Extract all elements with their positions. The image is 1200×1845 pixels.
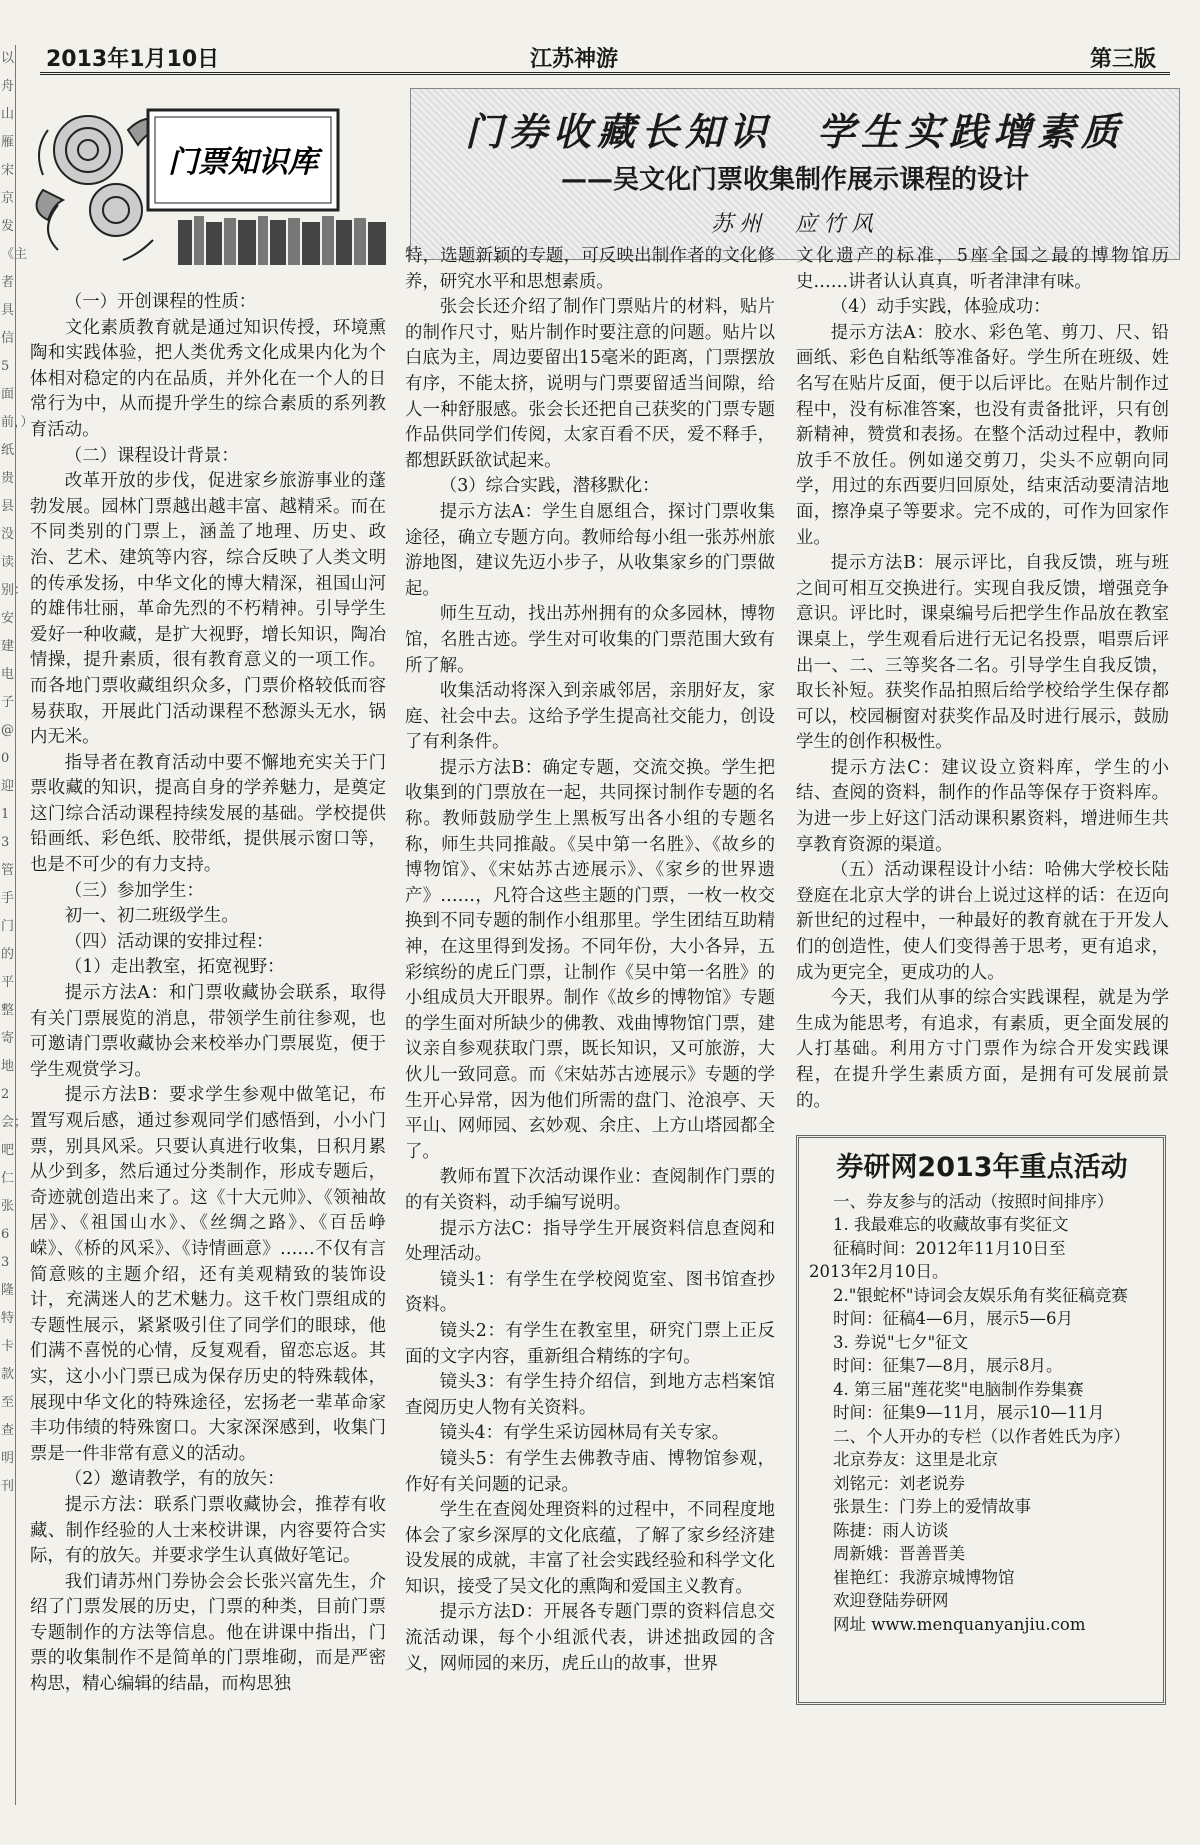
paragraph: 提示方法C：指导学生开展资料信息查阅和处理活动。 [405,1218,775,1265]
paragraph: （四）活动课的安排过程： [64,931,274,952]
issue-date: 2013年1月10日 [46,47,220,72]
events-line: 征稿时间：2012年11月10日至 [833,1238,1066,1258]
paragraph: 提示方法D：开展各专题门票的资料信息交流活动课，每个小组派代表，讲述拙政园的含义，网师园的来历，虎丘山的故事，世界 [405,1602,775,1674]
paragraph: 张会长还介绍了制作门票贴片的材料，贴片的制作尺寸，贴片制作时要注意的问题。贴片以白底为主，周边要留出15毫米的距离，门票摆放有序，不能太挤，说明与门票要留适当间隙，给人一种舒服感。张会长还把自己获奖的门票专题作品供同学们传阅，太家百看不厌，爱不释手，都想跃跃欲试起来。 [405,297,775,471]
column-logo-label: 门票知识库 [168,145,318,180]
paragraph: 初一、初二班级学生。 [64,906,239,927]
paragraph: 教师布置下次活动课作业：查阅制作门票的的有关资料，动手编写说明。 [405,1167,775,1213]
events-line: 周新娥：晋善晋美 [833,1544,965,1563]
left-edge-strip: 以舟山雁宋京发《主者具信5面前，）纸贵县没读别：安建电子@0迎13管手门的平整寄地2会；吧仁张63隆特卡款至查明刊 [0,45,16,1805]
paragraph: （五）活动课程设计小结：哈佛大学校长陆登庭在北京大学的讲台上说过这样的话：在迈向新世纪的过程中，一种最好的教育就在于开发人们的创造性，使人们变得善于思考，更有追求，成为更完全，更成功的人。 [796,860,1169,983]
events-line: 3. 券说"七夕"征文 [833,1332,969,1352]
events-line: 一、券友参与的活动（按照时间排序） [833,1191,1114,1211]
article-author: 苏州 应竹风 [710,212,879,237]
paragraph: 镜头3：有学生持介绍信，到地方志档案馆查阅历史人物有关资料。 [405,1372,775,1418]
article-title-banner [410,88,1180,260]
paragraph: 镜头5：有学生去佛教寺庙、博物馆参观，作好有关问题的记录。 [405,1448,775,1495]
paragraph: （1）走出教室，拓宽视野： [64,957,285,978]
paragraph: 改革开放的步伐，促进家乡旅游事业的蓬勃发展。园林门票越出越丰富、越精采。而在不同类别的门票上，涵盖了地理、历史、政治、艺术、建筑等内容，综合反映了人类文明的传承发扬，中华文化的博大精深，祖国山河的雄伟壮丽，革命先烈的不朽精神。引导学生爱好一种收藏，是扩大视野，增长知识，陶冶情操，提升素质，很有教育意义的一项工作。而各地门票收藏组织众多，门票价格较低而容易获取，开展此门活动课程不愁源头无水，锅内无米。 [30,471,386,748]
column-logo [28,90,400,265]
paragraph: 指导者在教育活动中要不懈地充实关于门票收藏的知识，提高自身的学养魅力，是奠定这门综合活动课程持续发展的基础。学校提供铅画纸、彩色纸、胶带纸，提供展示窗口等，也是不可少的有力支持。 [30,752,386,876]
books-illustration [178,216,386,265]
paragraph: 我们请苏州门券协会会长张兴富先生，介绍了门票发展的历史，门票的种类，目前门票专题制作的方法等信息。他在讲课中指出，门票的收集制作不是简单的门票堆砌，而是严密构思，精心编辑的结晶，而构思独 [30,1571,386,1695]
events-line: 欢迎登陆券研网 [833,1591,949,1610]
events-line: 张景生：门券上的爱情故事 [833,1497,1031,1516]
paragraph: 提示方法B：要求学生参观中做笔记，布置写观后感，通过参观同学们感悟到，小小门票，别具风采。只要认真进行收集，日积月累从少到多，然后通过分类制作，形成专题后，奇迹就创造出来了。这《十大元帅》、《领袖故居》、《祖国山水》、《丝绸之路》、《百岳峥嵘》、《桥的风采》、《诗情画意》……不仅有言简意赅的主题介绍，还有美观精致的装饰设计，充满迷人的艺术魅力。这千枚门票组成的专题性展示，紧紧吸引住了同学们的眼球，他们满不喜悦的心情，反复观看，留恋忘返。其实，这小小门票已成为保存历史的特殊载体，展现中华文化的特殊途径，宏扬老一辈革命家丰功伟绩的特殊窗口。大家深深感到，收集门票是一件非常有意义的活动。 [30,1085,386,1464]
paragraph: 文化遗产的标准，5座全国之最的博物馆历史……讲者认认真真，听者津津有味。 [796,246,1169,292]
events-line: 2."银蛇杯"诗词会友娱乐角有奖征稿竞赛 [833,1285,1128,1305]
paragraph: 提示方法A：胶水、彩色笔、剪刀、尺、铅画纸、彩色自粘纸等准备好。学生所在班级、姓名写在贴片反面，便于以后评比。在贴片制作过程中，没有标准答案，也没有责备批评，只有创新精神，赞赏和表扬。在整个活动过程中，教师放手不放任。例如递交剪刀，尖头不应朝向同学，用过的东西要归回原处，结束活动要清洁地面，擦净桌子等要求。完不成的，可作为回家作业。 [796,322,1169,548]
article-title: 门券收藏长知识 学生实践增素质 [464,109,1125,154]
paragraph: 镜头2：有学生在教室里，研究门票上正反面的文字内容，重新组合精练的字句。 [405,1320,775,1367]
article-subtitle: ——吴文化门票收集制作展示课程的设计 [560,165,1029,195]
paragraph: 提示方法C：建议设立资料库，学生的小结、查阅的资料，制作的作品等保存于资料库。为进一步上好这门活动课积累资料，增进师生共享教育资源的渠道。 [796,757,1169,855]
paragraph: （3）综合实践，潜移默化： [439,476,660,497]
page-header [40,40,1170,75]
events-line: 1. 我最难忘的收藏故事有奖征文 [833,1215,1069,1234]
paragraph: 提示方法A：学生自愿组合，探讨门票收集途径，确立专题方向。教师给每小组一张苏州旅游地图，建议先迈小步子，从收集家乡的门票做起。 [405,501,775,599]
website-url: 网址 www.menquanyanjiu.com [833,1614,1086,1634]
paragraph: 文化素质教育就是通过知识传授，环境熏陶和实践体验，把人类优秀文化成果内化为个体相对稳定的内在品质，并外化在一个人的日常行为中，从而提升学生的综合素质的系列教育活动。 [30,317,386,440]
events-line: 时间：征集9—11月，展示10—11月 [833,1403,1105,1422]
paragraph: 学生在查阅处理资料的过程中，不同程度地体会了家乡深厚的文化底蕴，了解了家乡经济建设发展的成就，丰富了社会实践经验和科学文化知识，接受了吴文化的熏陶和爱国主义教育。 [405,1500,775,1597]
paragraph: （2）邀请教学，有的放矢： [64,1469,285,1490]
paragraph: （二）课程设计背景： [64,445,239,466]
events-line: 二、个人开办的专栏（以作者姓氏为序） [833,1426,1130,1446]
paragraph: 提示方法：联系门票收藏协会，推荐有收藏、制作经验的人士来校讲课，内容要符合实际，有的放矢。并要求学生认真做好笔记。 [30,1494,386,1567]
paragraph: 收集活动将深入到亲戚邻居，亲朋好友，家庭、社会中去。这给予学生提高社交能力，创设了有利条件。 [405,681,775,753]
paragraph: 提示方法B：展示评比，自我反馈，班与班之间可相互交换进行。实现自我反馈，增强竞争意识。评比时，课桌编号后把学生作品放在教室课桌上，学生观看后进行无记名投票，唱票后评出一、二、三等奖各二名。引导学生自我反馈，取长补短。获奖作品拍照后给学校给学生保存都可以，校园橱窗对获奖作品及时进行展示，鼓励学生的创作积极性。 [796,553,1169,753]
article-column-1 [30,290,386,1698]
paragraph: 提示方法B：确定专题，交流交换。学生把收集到的门票放在一起，共同探讨制作专题的名称。教师鼓励学生上黑板写出各小组的专题名称，师生共同推敲。《吴中第一名胜》、《故乡的博物馆》、《宋姑苏古迹展示》、《家乡的世界遗产》……，凡符合这些主题的门票，一枚一枚交换到不同专题的制作小组那里。学生团结互助精神，在这里得到发扬。不同年份，大小各异，五彩缤纷的虎丘门票，让制作《吴中第一名胜》的小组成员大开眼界。制作《故乡的博物馆》专题的学生面对所缺少的佛教、戏曲博物馆门票，建议亲自参观获取门票，既长知识，又可旅游，大伙儿一致同意。而《宋姑苏古迹展示》专题的学生开心异常，因为他们所需的盘门、沧浪亭、天平山、网师园、玄妙观、余庄、上方山塔园都全了。 [405,757,775,1162]
events-notice-box [796,1135,1166,1705]
events-title: 券研网2013年重点活动 [836,1152,1128,1183]
events-line: 时间：征集7—8月，展示8月。 [833,1356,1063,1375]
events-line: 陈捷：雨人访谈 [833,1520,949,1540]
events-line: 刘铭元：刘老说券 [833,1473,965,1493]
paragraph: （4）动手实践，体验成功： [830,297,1051,318]
events-line: 时间：征稿4—6月，展示5—6月 [833,1309,1073,1328]
paragraph: 镜头1：有学生在学校阅览室、图书馆查抄资料。 [405,1269,775,1316]
events-line: 4. 第三届"莲花奖"电脑制作券集赛 [833,1379,1084,1399]
article-column-3 [796,244,1169,1114]
paragraph: 今天，我们从事的综合实践课程，就是为学生成为能思考，有追求，有素质，更全面发展的人打基础。利用方寸门票作为综合开发实践课程，在提升学生素质方面，是拥有可发展前景的。 [796,988,1169,1111]
paragraph: （一）开创课程的性质： [64,292,257,312]
edition-label: 第三版 [1089,47,1156,72]
paragraph: 提示方法A：和门票收藏协会联系，取得有关门票展览的消息，带领学生前往参观，也可邀请门票收藏协会来校举办门票展览，便于学生观赏学习。 [30,983,386,1080]
paragraph: 镜头4：有学生采访园林局有关专家。 [439,1423,730,1444]
events-line: 崔艳红：我游京城博物馆 [833,1567,1015,1587]
paragraph: 师生互动，找出苏州拥有的众多园林，博物馆，名胜古迹。学生对可收集的门票范围大致有所了解。 [405,604,775,676]
events-line: 北京券友：这里是北京 [833,1450,998,1469]
paragraph: 特，选题新颖的专题，可反映出制作者的文化修养，研究水平和思想素质。 [405,246,775,292]
newspaper-name: 江苏神游 [530,47,619,72]
events-line: 2013年2月10日。 [809,1262,949,1281]
article-column-2 [405,244,775,1677]
paragraph: （三）参加学生： [64,880,204,901]
